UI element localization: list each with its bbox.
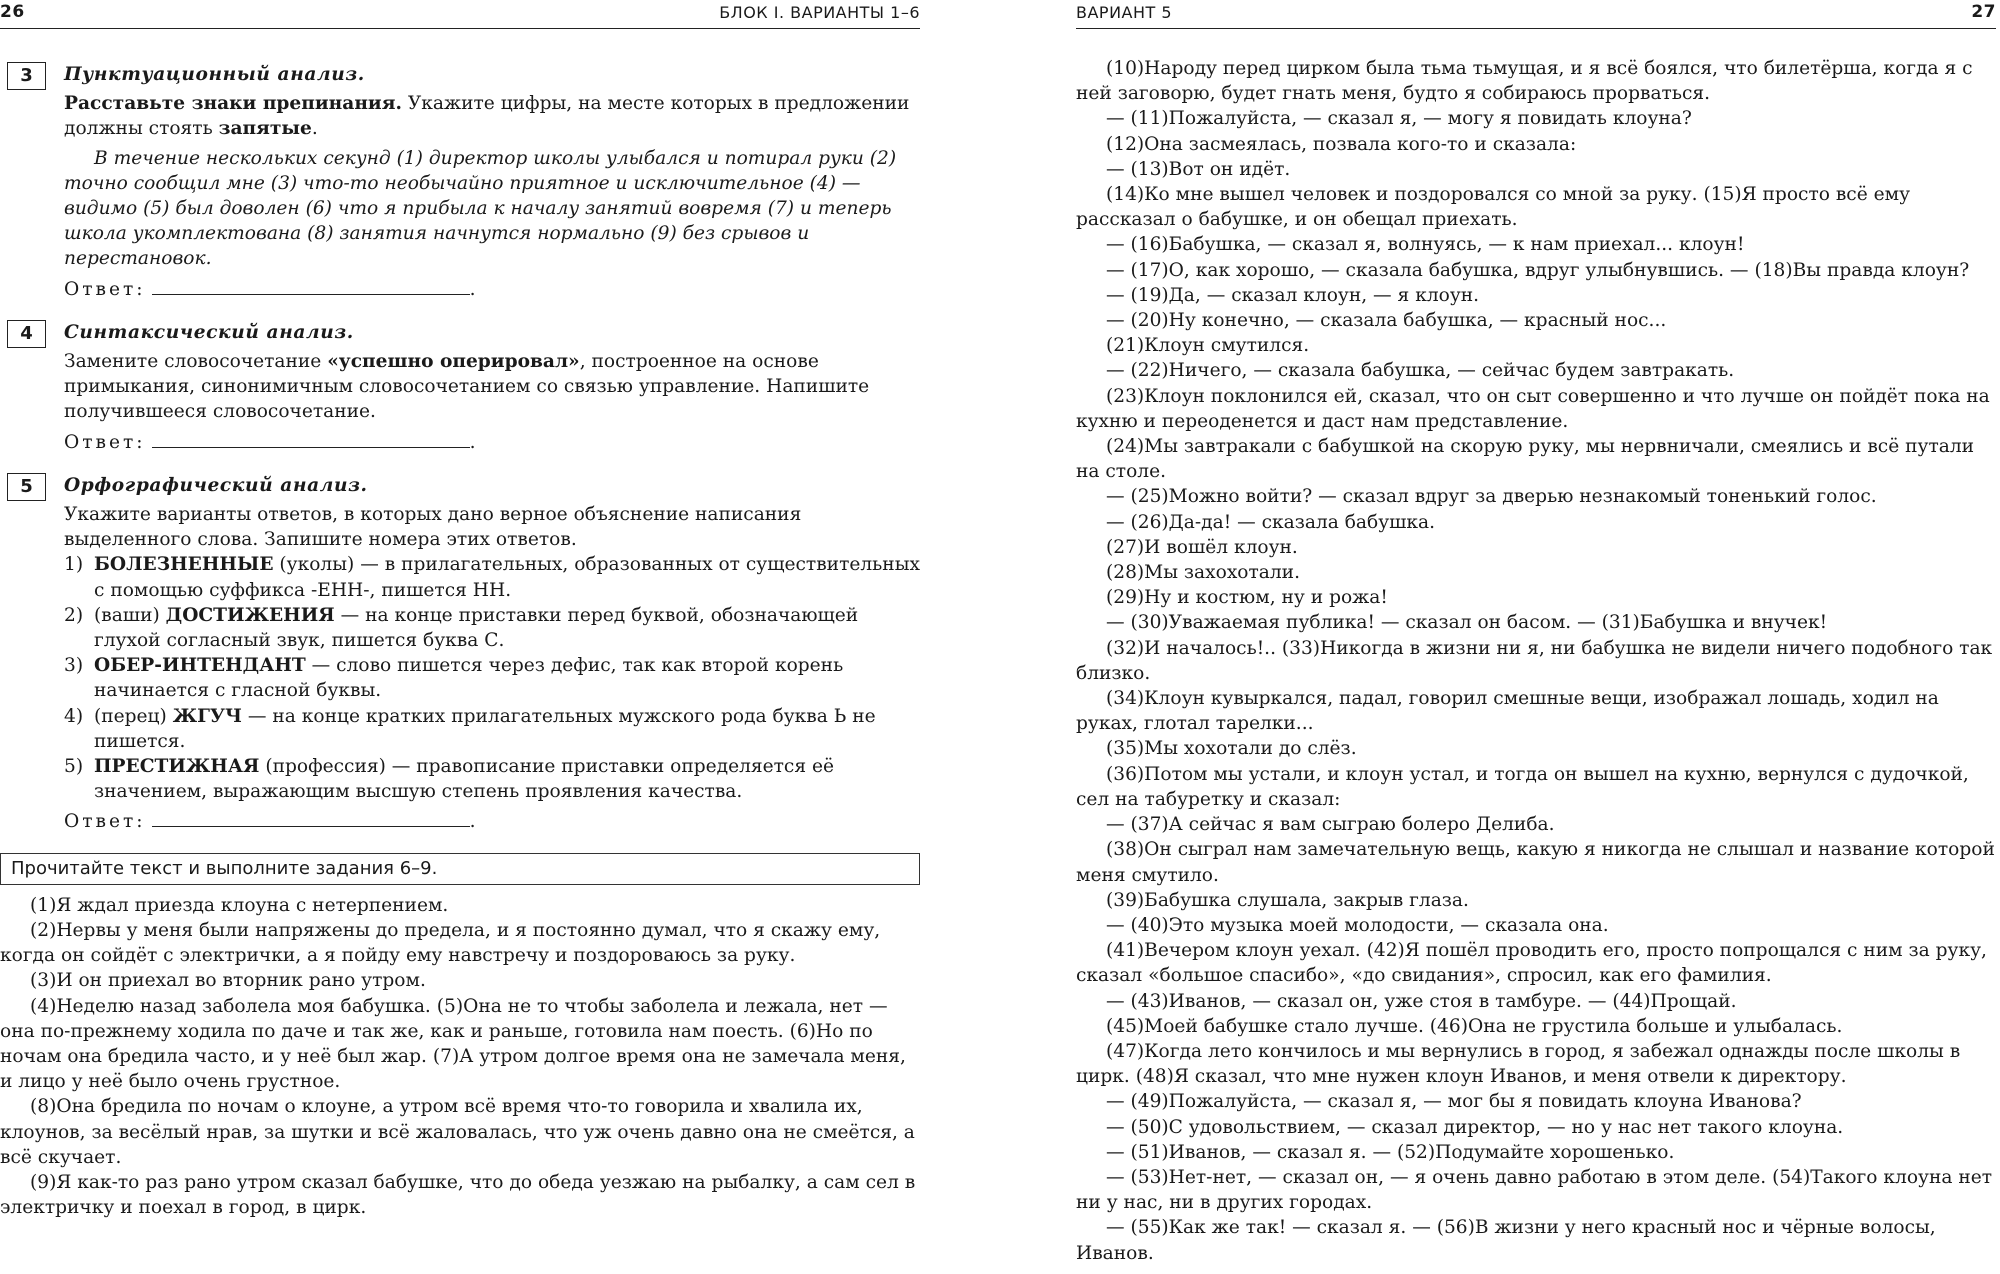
left-content [0,62,920,1220]
task-sentence: В течение нескольких секунд (1) директор школы улыбался и потирал руки (2) точно сообщил мне (3) что-то необычайно приятное и исключительное (4) — видимо (5) был доволен (6) что я прибыла к началу занятий вовремя (7) и теперь школа укомплектована (8) занятия начнутся нормально (9) без срывов и перестановок. [64,147,897,270]
right-running-head [1076,2,1996,26]
text-paragraph: (34)Клоун кувыркался, падал, говорил смешные вещи, изображал лошадь, ходил на руках, глотал тарелки... [1076,688,1939,735]
text-paragraph: (39)Бабушка слушала, закрыв глаза. [1106,889,1469,911]
text-paragraph: — (50)С удовольствием, — сказал директор, — но у нас нет такого клоуна. [1106,1116,1844,1138]
text-paragraph: — (43)Иванов, — сказал он, уже стоя в тамбуре. — (44)Прощай. [1106,990,1737,1012]
task-number-box: 3 [7,62,46,90]
right-running-title: ВАРИАНТ 5 [1076,3,1173,22]
text-paragraph: (32)И началось!.. (33)Никогда в жизни ни я, ни бабушка не видели ничего подобного так близко. [1076,637,1993,684]
text-paragraph: (38)Он сыграл нам замечательную вещь, какую я никогда не слышал и название которой меня смутило. [1076,839,1995,886]
text-paragraph: (8)Она бредила по ночам о клоуне, а утром всё время что-то говорила и хвалила их, клоунов, за весёлый нрав, за шутки и всё жаловалась, что уж очень давно она не смеётся, а всё скучает. [0,1096,915,1168]
text-paragraph: (3)И он приехал во вторник рано утром. [30,970,426,992]
task-4 [20,320,920,455]
text-paragraph: — (22)Ничего, — сказала бабушка, — сейчас будем завтракать. [1106,360,1735,382]
task-number-box: 5 [7,473,46,501]
left-header-rule [0,28,920,29]
right-page-number: 27 [1971,2,1996,22]
text-paragraph: — (37)А сейчас я вам сыграю болеро Делиба. [1106,814,1555,836]
text-paragraph: — (25)Можно войти? — сказал вдруг за дверью незнакомый тоненький голос. [1106,486,1877,508]
text-paragraph: (29)Ну и костюм, ну и рожа! [1106,587,1388,609]
left-running-head [0,2,920,26]
text-paragraph: (23)Клоун поклонился ей, сказал, что он сыт совершенно и что лучше он пойдёт пока на кухню и переоденется и даст нам представление. [1076,385,1990,432]
answer-line[interactable]: Ответ: . [64,811,479,833]
reading-instruction-banner: Прочитайте текст и выполните задания 6–9. [0,853,920,885]
right-header-rule [1076,28,1996,29]
left-page-number: 26 [0,2,25,22]
text-paragraph: (35)Мы хохотали до слёз. [1106,738,1357,760]
text-paragraph: (10)Народу перед цирком была тьма тьмущая, и я всё боялся, что билетёрша, когда я с ней заговорю, будет гнать меня, будто я собираюсь прорваться. [1076,58,1973,105]
task-instruction: Замените словосочетание «успешно оперировал», построенное на основе примыкания, синонимичным словосочетанием со связью управление. Напишите получившееся словосочетание. [64,351,870,423]
text-paragraph: — (13)Вот он идёт. [1106,158,1291,180]
left-running-title: БЛОК I. ВАРИАНТЫ 1–6 [719,3,920,22]
text-paragraph: — (51)Иванов, — сказал я. — (52)Подумайте хорошенько. [1106,1141,1675,1163]
text-paragraph: (47)Когда лето кончилось и мы вернулись в город, я забежал однажды после школы в цирк. (48)Я сказал, что мне нужен клоун Иванов, и меня отвели к директору. [1076,1040,1961,1088]
option-3: 3) ОБЕР-ИНТЕНДАНТ — слово пишется через дефис, так как второй корень начинается с гласной буквы. [64,655,844,702]
text-paragraph: — (55)Как же так! — сказал я. — (56)В жизни у него красный нос и чёрные волосы, Иванов. [1076,1217,1936,1264]
text-paragraph: — (26)Да-да! — сказала бабушка. [1106,511,1436,533]
task-instruction: Расставьте знаки препинания. Укажите цифры, на месте которых в предложении должны стоять запятые. [64,93,910,140]
text-paragraph: (45)Моей бабушке стало лучше. (46)Она не грустила больше и улыбалась. [1106,1015,1843,1037]
text-paragraph: — (40)Это музыка моей молодости, — сказала она. [1106,914,1609,936]
option-1: 1) БОЛЕЗНЕННЫЕ (уколы) — в прилагательных, образованных от существительных с помощью суффикса -ЕНН-, пишется НН. [64,554,920,601]
text-paragraph: — (30)Уважаемая публика! — сказал он басом. — (31)Бабушка и внучек! [1106,612,1828,634]
text-paragraph: (1)Я ждал приезда клоуна с нетерпением. [30,894,449,916]
text-paragraph: — (19)Да, — сказал клоун, — я клоун. [1106,284,1480,306]
text-paragraph: (9)Я как-то раз рано утром сказал бабушке, что до обеда уезжаю на рыбалку, а сам сел в электричку и поехал в город, в цирк. [0,1171,916,1219]
text-paragraph: (21)Клоун смутился. [1106,335,1310,357]
answer-line[interactable]: Ответ: . [64,431,479,453]
text-paragraph: (27)И вошёл клоун. [1106,536,1298,558]
task-title: Орфографический анализ. [64,474,368,496]
text-paragraph: (41)Вечером клоун уехал. (42)Я пошёл проводить его, просто попрощался с ним за руку, сказал «большое спасибо», «до свидания», спросил, как его фамилия. [1076,940,1987,987]
task-3 [20,62,920,302]
text-paragraph: (24)Мы завтракали с бабушкой на скорую руку, мы нервничали, смеялись и всё путали на столе. [1076,436,1975,483]
task-instruction: Укажите варианты ответов, в которых дано верное объяснение написания выделенного слова. Запишите номера этих ответов. [64,504,802,551]
option-4: 4) (перец) ЖГУЧ — на конце кратких прилагательных мужского рода буква Ь не пишется. [64,705,876,752]
text-paragraph: — (49)Пожалуйста, — сказал я, — мог бы я повидать клоуна Иванова? [1106,1091,1802,1113]
task-number-box: 4 [7,320,46,348]
option-5: 5) ПРЕСТИЖНАЯ (профессия) — правописание приставки определяется её значением, выражающим высшую степень проявления качества. [64,756,834,803]
task-title: Пунктуационный анализ. [64,64,365,85]
text-paragraph: (14)Ко мне вышел человек и поздоровался со мной за руку. (15)Я просто всё ему рассказал о бабушке, и он обещал приехать. [1076,184,1911,231]
text-paragraph: — (16)Бабушка, — сказал я, волнуясь, — к нам приехал... клоун! [1106,234,1745,256]
text-paragraph: (36)Потом мы устали, и клоун устал, и тогда он вышел на кухню, вернулся с дудочкой, сел на табуретку и сказал: [1076,763,1969,810]
text-paragraph: — (11)Пожалуйста, — сказал я, — могу я повидать клоуна? [1106,108,1692,130]
text-paragraph: — (17)О, как хорошо, — сказала бабушка, вдруг улыбнувшись. — (18)Вы правда клоун? [1106,259,1970,281]
text-paragraph: (12)Она засмеялась, позвала кого-то и сказала: [1106,133,1577,155]
answer-line[interactable]: Ответ: . [64,278,479,300]
text-paragraph: (2)Нервы у меня были напряжены до предела, и я постоянно думал, что я скажу ему, когда он сойдёт с электрички, а я пойду ему навстречу и поздороваюсь за руку. [0,919,881,967]
text-paragraph: (4)Неделю назад заболела моя бабушка. (5)Она не то чтобы заболела и лежала, нет — она по-прежнему ходила по даче и так же, как и раньше, готовила нам поесть. (6)Но по ночам она бредила часто, и у неё был жар. (7)А утром долгое время она не замечала меня, и лицо у неё было очень грустное. [0,995,906,1093]
left-page [0,0,920,1274]
text-paragraph: — (53)Нет-нет, — сказал он, — я очень давно работаю в этом деле. (54)Такого клоуна нет ни у нас, ни в других городах. [1076,1166,1993,1214]
text-paragraph: — (20)Ну конечно, — сказала бабушка, — красный нос... [1106,310,1667,332]
text-paragraph: (28)Мы захохотали. [1106,562,1300,584]
option-2: 2) (ваши) ДОСТИЖЕНИЯ — на конце приставки перед буквой, обозначающей глухой согласный звук, пишется буква С. [64,604,859,652]
task-5 [20,473,920,835]
task-title: Синтаксический анализ. [64,321,354,343]
story-text-right [1076,56,1996,1266]
right-page [1076,0,1996,1274]
story-text-left [0,893,920,1221]
